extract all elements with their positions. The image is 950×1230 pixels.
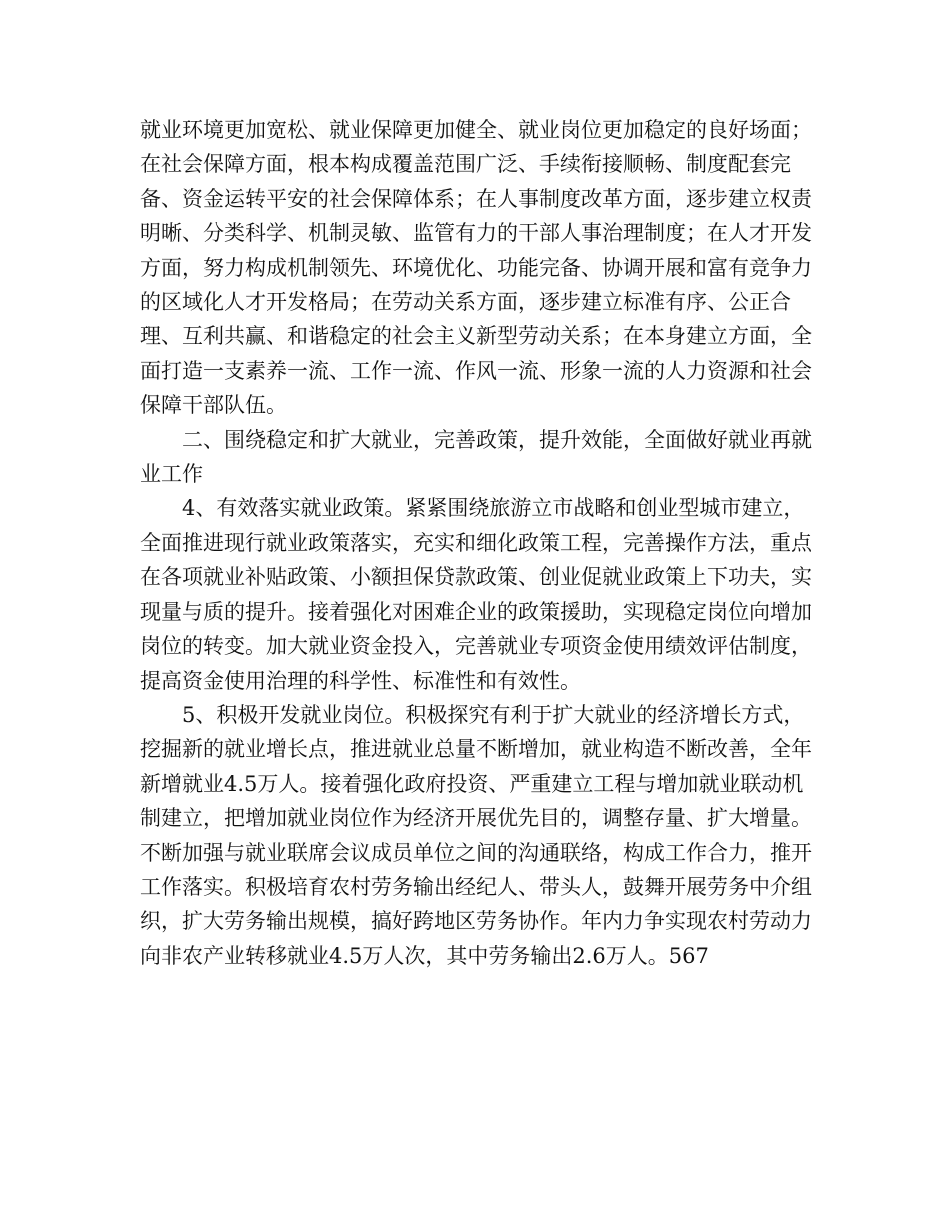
paragraph-social-goals: 就业环境更加宽松、就业保障更加健全、就业岗位更加稳定的良好场面；在社会保障方面，根本构成覆盖范围广泛、手续衔接顺畅、制度配套完备、资金运转平安的社会保障体系；在人事制度改革方面，逐步建立权责明晰、分类科学、机制灵敏、监管有力的干部人事治理制度；在人才开发方面，努力构成机制领先、环境优化、功能完备、协调开展和富有竞争力的区域化人才开发格局；在劳动关系方面，逐步建立标准有序、公正合理、互利共赢、和谐稳定的社会主义新型劳动关系；在本身建立方面，全面打造一支素养一流、工作一流、作风一流、形象一流的人力资源和社会保障干部队伍。 [140,118,812,418]
paragraph-item-5: 5、积极开发就业岗位。积极探究有利于扩大就业的经济增长方式，挖掘新的就业增长点，推进就业总量不断增加，就业构造不断改善，全年新增就业4.5万人。接着强化政府投资、严重建立工程与增加就业联动机制建立，把增加就业岗位作为经济开展优先目的，调整存量、扩大增量。不断加强与就业联席会议成员单位之间的沟通联络，构成工作合力，推开工作落实。积极培育农村劳务输出经纪人、带头人，鼓舞开展劳务中介组织，扩大劳务输出规模，搞好跨地区劳务协作。年内力争实现农村劳动力向非农产业转移就业4.5万人次，其中劳务输出2.6万人。567 [140,702,812,968]
document-body [140,113,820,973]
paragraph-item-4: 4、有效落实就业政策。紧紧围绕旅游立市战略和创业型城市建立，全面推进现行就业政策落实，充实和细化政策工程，完善操作方法，重点在各项就业补贴政策、小额担保贷款政策、创业促就业政策上下功夫，实现量与质的提升。接着强化对困难企业的政策援助，实现稳定岗位向增加岗位的转变。加大就业资金投入，完善就业专项资金使用绩效评估制度，提高资金使用治理的科学性、标准性和有效性。 [140,496,812,693]
section-heading-employment: 二、围绕稳定和扩大就业，完善政策，提升效能，全面做好就业再就业工作 [140,427,812,487]
